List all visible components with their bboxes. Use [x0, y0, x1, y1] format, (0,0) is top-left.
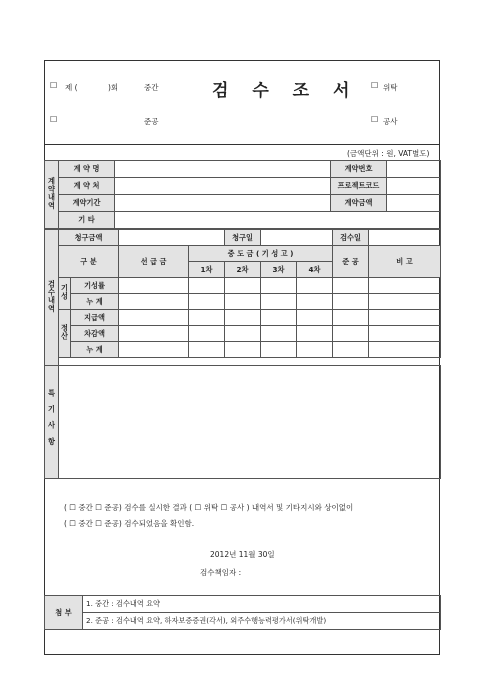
deduction-label: 차감액	[71, 326, 119, 342]
contract-period-field[interactable]	[115, 195, 331, 212]
confirm-line-1: ( ☐ 중간 ☐ 준공) 검수를 실시한 결과 ( ☐ 위탁 ☐ 공사 ) 내역서 및 기타지시와 상이없이	[64, 503, 354, 512]
table-cell[interactable]	[225, 310, 261, 326]
table-cell[interactable]	[225, 294, 261, 310]
interim-col-3: 3차	[261, 262, 297, 278]
table-cell[interactable]	[369, 342, 441, 358]
contract-period-label: 계약기간	[59, 195, 115, 212]
other-field[interactable]	[115, 212, 441, 229]
table-cell[interactable]	[189, 310, 225, 326]
table-cell[interactable]	[119, 342, 189, 358]
project-code-label: 프로젝트코드	[331, 178, 387, 195]
contract-name-label: 계 약 명	[59, 161, 115, 178]
unit-note: (금액단위 : 원, VAT별도)	[347, 149, 430, 158]
attachments-label: 첨 부	[45, 596, 83, 630]
table-cell[interactable]	[189, 278, 225, 294]
table-cell[interactable]	[225, 278, 261, 294]
settlement-total-label: 누 계	[71, 342, 119, 358]
table-cell[interactable]	[369, 310, 441, 326]
table-cell[interactable]	[333, 278, 369, 294]
attachment-item-2: 2. 준공 : 검수내역 요약, 하자보증증권(각서), 외주수행능력평가서(위탁개발)	[83, 613, 441, 630]
table-cell[interactable]	[261, 326, 297, 342]
round-suffix: )회	[108, 83, 119, 92]
progress-group-label: 기성	[59, 278, 71, 310]
contract-amount-label: 계약금액	[331, 195, 387, 212]
progress-total-label: 누 계	[71, 294, 119, 310]
page-title: 검 수 조 서	[212, 81, 359, 101]
completion-header: 준 공	[333, 246, 369, 278]
interim-label: 중간	[144, 83, 159, 92]
interim-header: 중 도 금 ( 기 성 고 )	[189, 246, 333, 262]
table-cell[interactable]	[297, 342, 333, 358]
interim-col-1: 1차	[189, 262, 225, 278]
claim-date-label: 청구일	[225, 230, 261, 246]
table-cell[interactable]	[297, 310, 333, 326]
claim-amount-field[interactable]	[119, 230, 225, 246]
table-cell[interactable]	[369, 278, 441, 294]
inspection-table	[44, 229, 441, 366]
table-cell[interactable]	[333, 310, 369, 326]
consign-checkbox[interactable]: ☐	[371, 81, 379, 90]
contract-number-label: 계약번호	[331, 161, 387, 178]
paid-amount-label: 지급액	[71, 310, 119, 326]
contract-amount-field[interactable]	[387, 195, 441, 212]
divider	[44, 144, 440, 145]
table-cell[interactable]	[369, 326, 441, 342]
consign-label: 위탁	[383, 83, 398, 92]
table-cell[interactable]	[119, 326, 189, 342]
table-cell[interactable]	[261, 294, 297, 310]
interim-col-2: 2차	[225, 262, 261, 278]
table-cell[interactable]	[261, 342, 297, 358]
table-cell[interactable]	[333, 294, 369, 310]
table-cell[interactable]	[297, 326, 333, 342]
table-cell[interactable]	[119, 310, 189, 326]
remarks-header: 비 고	[369, 246, 441, 278]
construction-label: 공사	[383, 117, 398, 126]
table-cell[interactable]	[189, 326, 225, 342]
advance-header: 선 급 금	[119, 246, 189, 278]
progress-rate-label: 기성률	[71, 278, 119, 294]
contract-name-field[interactable]	[115, 161, 331, 178]
contract-number-field[interactable]	[387, 161, 441, 178]
inspect-date-label: 검수일	[333, 230, 369, 246]
notes-section-label: 특기사항	[45, 366, 59, 479]
inspector-label: 검수책임자 :	[200, 568, 242, 577]
contract-table	[44, 160, 441, 229]
confirm-line-2: ( ☐ 중간 ☐ 준공) 검수되었음을 확인함.	[64, 519, 195, 528]
table-cell[interactable]	[225, 326, 261, 342]
claim-date-field[interactable]	[261, 230, 333, 246]
table-cell[interactable]	[119, 294, 189, 310]
contract-party-label: 계 약 처	[59, 178, 115, 195]
table-cell[interactable]	[119, 278, 189, 294]
completion-checkbox[interactable]: ☐	[50, 115, 58, 124]
settlement-group-label: 정산	[59, 310, 71, 358]
claim-amount-label: 청구금액	[59, 230, 119, 246]
table-cell[interactable]	[225, 342, 261, 358]
table-cell[interactable]	[297, 294, 333, 310]
inspection-section-label: 검수내역	[45, 230, 59, 366]
table-cell[interactable]	[261, 310, 297, 326]
notes-table	[44, 365, 441, 479]
attachments-table	[44, 595, 441, 630]
notes-field[interactable]	[59, 366, 441, 479]
table-cell[interactable]	[261, 278, 297, 294]
completion-label: 준공	[144, 117, 159, 126]
table-cell[interactable]	[333, 342, 369, 358]
other-label: 기 타	[59, 212, 115, 229]
report-date: 2012년 11월 30일	[210, 550, 275, 559]
attachment-item-1: 1. 중간 : 검수내역 요약	[83, 596, 441, 613]
table-cell[interactable]	[333, 326, 369, 342]
interim-col-4: 4차	[297, 262, 333, 278]
table-cell[interactable]	[189, 342, 225, 358]
contract-party-field[interactable]	[115, 178, 331, 195]
round-prefix: 제 (	[65, 83, 78, 92]
round-checkbox[interactable]: ☐	[50, 81, 58, 90]
inspect-date-field[interactable]	[369, 230, 441, 246]
project-code-field[interactable]	[387, 178, 441, 195]
category-header: 구 분	[59, 246, 119, 278]
table-cell[interactable]	[189, 294, 225, 310]
table-cell[interactable]	[297, 278, 333, 294]
table-cell[interactable]	[369, 294, 441, 310]
construction-checkbox[interactable]: ☐	[371, 115, 379, 124]
contract-section-label: 계약내역	[45, 161, 59, 229]
